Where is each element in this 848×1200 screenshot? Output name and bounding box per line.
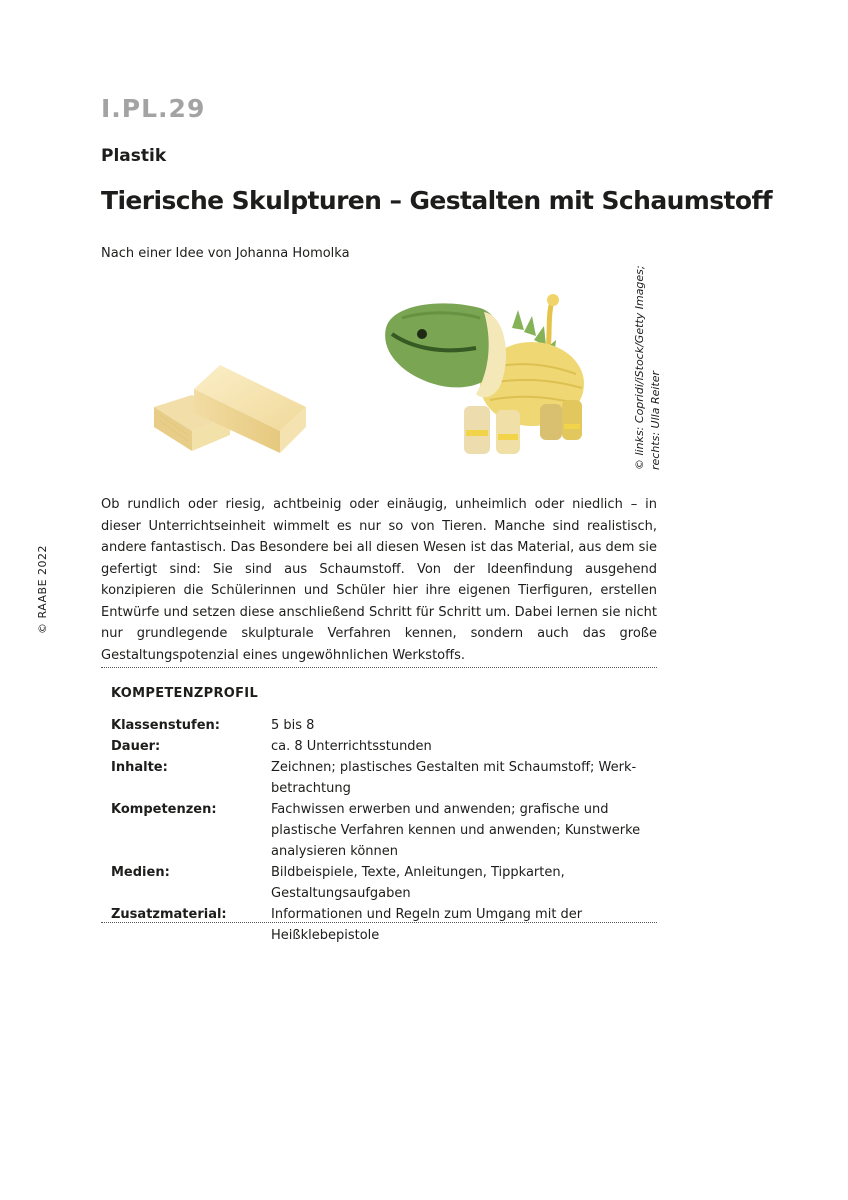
profile-row <box>111 736 651 757</box>
intro-paragraph: Ob rundlich oder riesig, achtbeinig oder einäugig, unheimlich oder niedlich – in dieser Unterrichtseinheit wimmelt es nur so von Tieren. Manche sind realistisch, andere fantastisch. Das Besondere bei all diesen Wesen ist das Material, aus dem sie gefertigt sind: Sie sind aus Schaumstoff. Von der Ideenfindung ausgehend konzipieren die Schülerinnen und Schüler hier ihre eigenen Tierfiguren, erstellen Entwürfe und setzen diese anschließend Schritt für Schritt um. Dabei lernen sie nicht nur grundlegende skulpturale Verfahren kennen, sondern auch das große Gestaltungspotenzial eines ungewöhnlichen Werkstoffs. <box>101 497 657 663</box>
profile-value: ca. 8 Unterrichtsstunden <box>271 739 432 754</box>
document-code: I.PL.29 <box>101 94 206 123</box>
profile-label: Dauer: <box>111 739 161 754</box>
page-title: Tierische Skulpturen – Gestalten mit Schaumstoff <box>101 186 772 215</box>
image-credit-line: rechts: Ulla Reiter <box>649 370 662 470</box>
profile-label: Medien: <box>111 865 170 880</box>
profile-value: 5 bis 8 <box>271 718 315 733</box>
profile-value: Informationen und Regeln zum Umgang mit der Heißklebepistole <box>271 907 583 943</box>
profile-value: Fachwissen erwerben und anwenden; grafische und plastische Verfahren kennen und anwenden; Kunstwerke analysieren können <box>271 802 641 859</box>
image-credit <box>632 265 664 470</box>
foam-creature-image <box>372 288 602 474</box>
competence-profile-heading: KOMPETENZPROFIL <box>111 686 259 701</box>
foam-blocks-image <box>148 355 310 455</box>
profile-value: Zeichnen; plastisches Gestalten mit Schaumstoff; Werkbetrachtung <box>271 760 637 796</box>
profile-row <box>111 904 651 946</box>
divider <box>101 667 657 668</box>
image-credit-line: © links: Copridi/iStock/Getty Images; <box>633 265 646 470</box>
subject-category: Plastik <box>101 146 167 166</box>
profile-label: Zusatzmaterial: <box>111 907 227 922</box>
profile-label: Klassenstufen: <box>111 718 220 733</box>
profile-label: Inhalte: <box>111 760 168 775</box>
profile-row <box>111 757 651 799</box>
copyright-note: © RAABE 2022 <box>36 544 49 634</box>
author-line: Nach einer Idee von Johanna Homolka <box>101 246 350 261</box>
competence-profile-table <box>111 715 651 946</box>
divider <box>101 922 657 923</box>
profile-row <box>111 799 651 862</box>
profile-label: Kompetenzen: <box>111 802 217 817</box>
profile-row <box>111 715 651 736</box>
profile-row <box>111 862 651 904</box>
profile-value: Bildbeispiele, Texte, Anleitungen, Tippkarten, Gestaltungsaufgaben <box>271 865 565 901</box>
